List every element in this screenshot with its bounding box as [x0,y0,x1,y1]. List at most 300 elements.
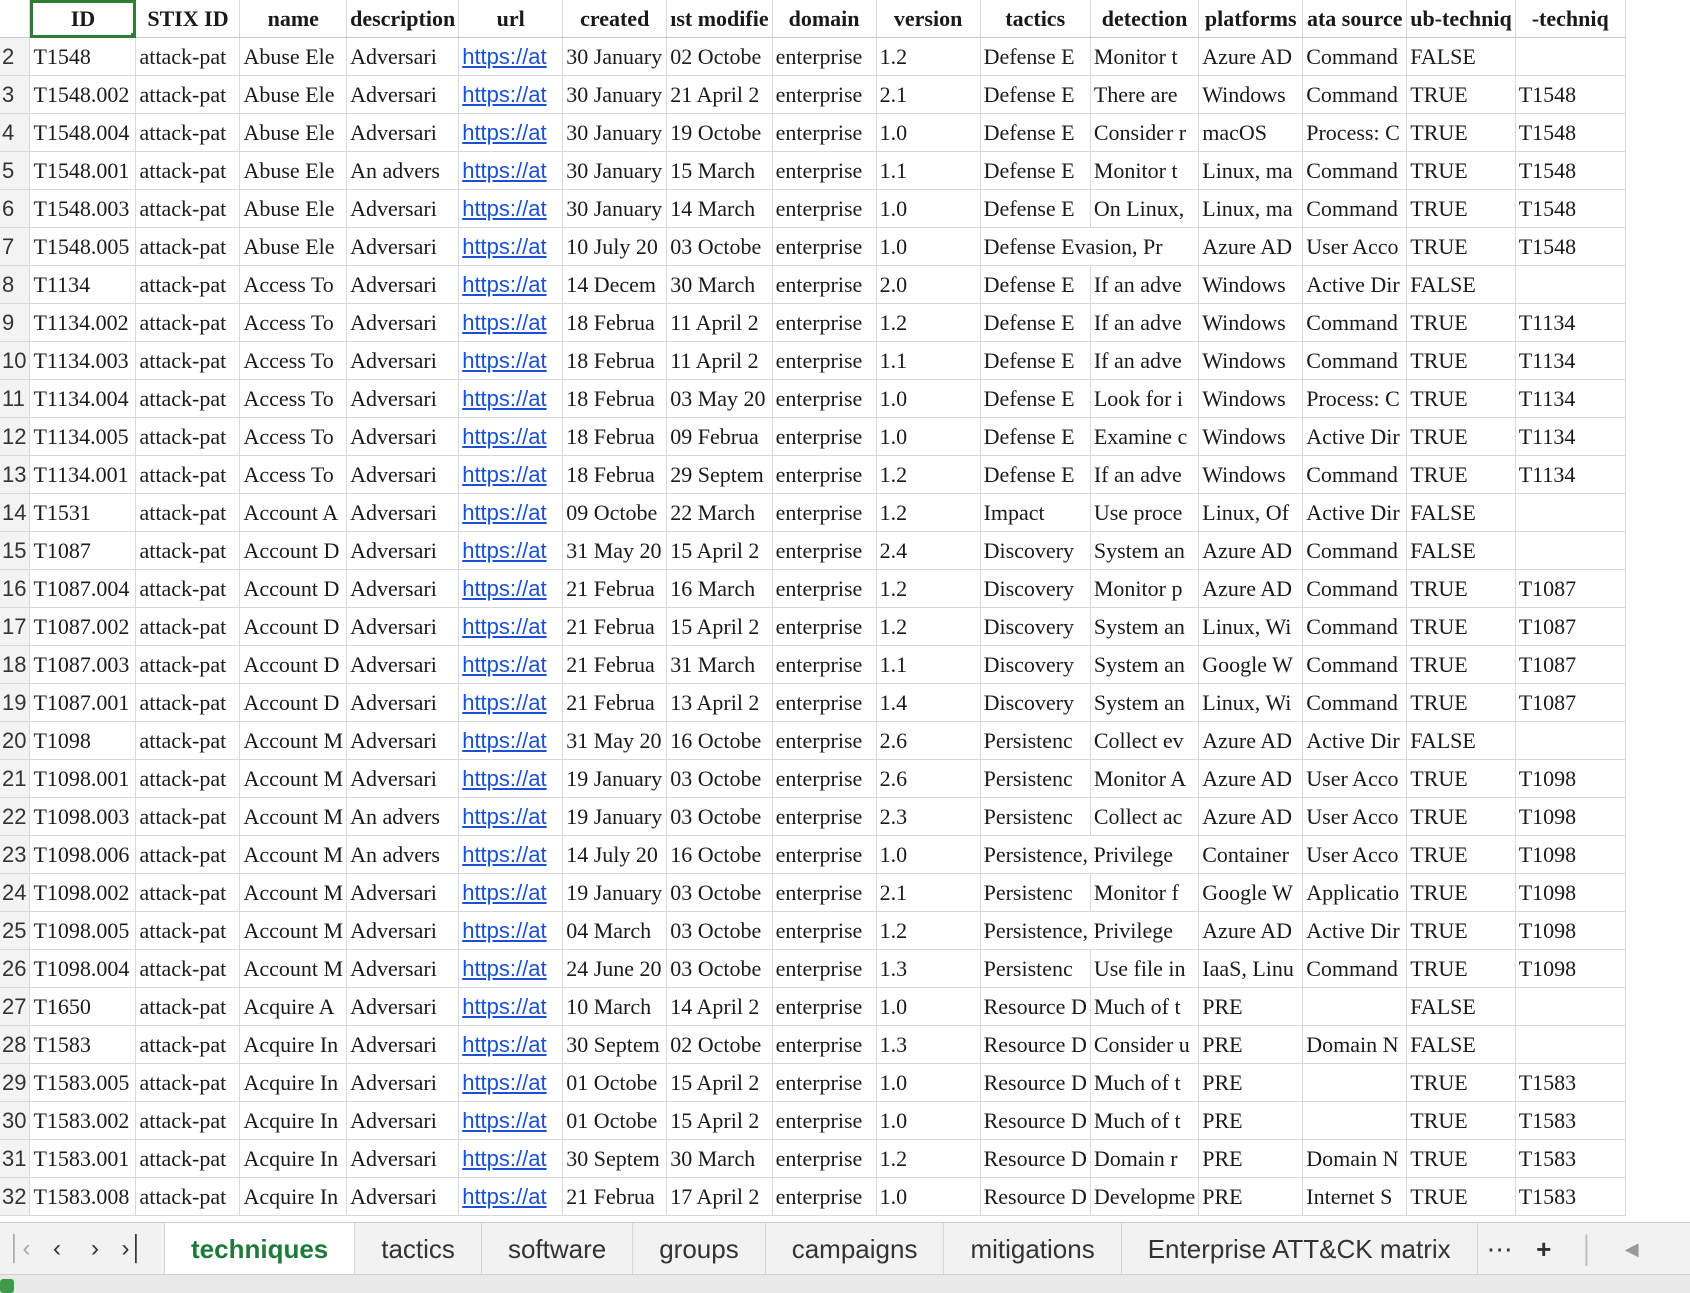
table-cell[interactable]: 1.0 [876,418,980,456]
row-number[interactable]: 31 [0,1140,30,1178]
table-cell[interactable]: T1583.008 [30,1178,136,1216]
table-cell[interactable]: enterprise [772,304,876,342]
table-cell[interactable]: FALSE [1407,266,1515,304]
table-cell[interactable]: 2.1 [876,874,980,912]
table-cell[interactable]: If an adve [1090,304,1198,342]
url-link-cell[interactable]: https://at [459,228,563,266]
table-cell[interactable]: 1.0 [876,1102,980,1140]
table-cell[interactable]: T1098 [1515,760,1625,798]
table-cell[interactable]: TRUE [1407,76,1515,114]
url-link-cell[interactable]: https://at [459,646,563,684]
table-cell[interactable]: TRUE [1407,798,1515,836]
table-cell[interactable]: 19 January [563,798,667,836]
table-cell[interactable]: T1134 [1515,342,1625,380]
table-cell[interactable] [1303,988,1407,1026]
table-cell[interactable]: enterprise [772,912,876,950]
table-cell[interactable]: 30 March [667,1140,772,1178]
table-cell[interactable]: 14 Decem [563,266,667,304]
table-cell[interactable]: T1583 [1515,1140,1625,1178]
table-cell[interactable]: Command [1303,646,1407,684]
table-cell[interactable]: T1548 [1515,152,1625,190]
table-cell[interactable]: Monitor f [1090,874,1198,912]
table-cell[interactable]: 03 Octobe [667,874,772,912]
table-cell[interactable]: enterprise [772,266,876,304]
table-cell[interactable]: 1.0 [876,380,980,418]
table-cell[interactable]: T1098.006 [30,836,136,874]
table-cell[interactable] [1515,266,1625,304]
table-cell[interactable]: attack-pat [136,228,240,266]
table-cell[interactable]: Resource D [980,1178,1090,1216]
table-cell[interactable]: 10 March [563,988,667,1026]
column-header[interactable]: tactics [980,0,1090,38]
table-cell[interactable]: Defense E [980,266,1090,304]
table-cell[interactable]: enterprise [772,988,876,1026]
table-cell[interactable]: 19 January [563,874,667,912]
table-cell[interactable]: 09 Februa [667,418,772,456]
table-cell[interactable]: User Acco [1303,760,1407,798]
table-cell[interactable]: T1583.002 [30,1102,136,1140]
table-cell[interactable]: T1548 [1515,228,1625,266]
column-header[interactable]: created [563,0,667,38]
table-cell[interactable]: T1098.005 [30,912,136,950]
row-number[interactable]: 12 [0,418,30,456]
table-cell[interactable]: 30 Septem [563,1026,667,1064]
table-cell[interactable]: Adversari [347,380,459,418]
table-cell[interactable]: attack-pat [136,570,240,608]
scroll-left-icon[interactable]: ◀ [1624,1238,1639,1259]
table-cell[interactable]: T1098.004 [30,950,136,988]
table-cell[interactable]: Command [1303,342,1407,380]
table-cell[interactable]: attack-pat [136,950,240,988]
url-link-cell[interactable]: https://at [459,342,563,380]
column-header[interactable]: url [459,0,563,38]
table-cell[interactable]: Account D [240,684,347,722]
table-cell[interactable]: T1548.003 [30,190,136,228]
table-cell[interactable]: T1583 [1515,1102,1625,1140]
url-link-cell[interactable]: https://at [459,494,563,532]
table-cell[interactable]: 15 April 2 [667,608,772,646]
table-cell[interactable]: Account M [240,798,347,836]
table-cell[interactable]: Adversari [347,874,459,912]
table-cell[interactable]: 03 Octobe [667,912,772,950]
table-cell[interactable]: Collect ac [1090,798,1198,836]
table-cell[interactable]: T1134.003 [30,342,136,380]
table-cell[interactable]: Active Dir [1303,722,1407,760]
table-cell[interactable]: TRUE [1407,570,1515,608]
table-cell[interactable]: enterprise [772,1064,876,1102]
row-number[interactable]: 24 [0,874,30,912]
row-number[interactable]: 22 [0,798,30,836]
table-cell[interactable]: 2.4 [876,532,980,570]
table-cell[interactable]: Monitor A [1090,760,1198,798]
table-cell[interactable]: TRUE [1407,418,1515,456]
url-link-cell[interactable]: https://at [459,760,563,798]
table-cell[interactable]: 02 Octobe [667,38,772,76]
table-cell[interactable]: Account D [240,532,347,570]
row-number[interactable]: 30 [0,1102,30,1140]
row-number[interactable]: 9 [0,304,30,342]
table-cell[interactable]: enterprise [772,114,876,152]
table-cell[interactable]: T1087.004 [30,570,136,608]
table-cell[interactable]: 1.2 [876,494,980,532]
table-cell[interactable]: On Linux, [1090,190,1198,228]
table-cell[interactable]: enterprise [772,342,876,380]
table-cell[interactable]: Monitor t [1090,38,1198,76]
table-cell[interactable]: 14 March [667,190,772,228]
table-cell[interactable]: T1134.004 [30,380,136,418]
table-cell[interactable]: Discovery [980,570,1090,608]
table-cell[interactable]: Account D [240,608,347,646]
table-cell[interactable]: TRUE [1407,608,1515,646]
table-cell[interactable]: Command [1303,456,1407,494]
table-cell[interactable]: Resource D [980,1064,1090,1102]
table-cell[interactable]: Adversari [347,570,459,608]
table-cell[interactable]: Adversari [347,608,459,646]
url-link-cell[interactable]: https://at [459,1102,563,1140]
table-cell[interactable]: attack-pat [136,836,240,874]
table-cell[interactable]: attack-pat [136,1140,240,1178]
row-number[interactable]: 29 [0,1064,30,1102]
table-cell[interactable]: TRUE [1407,380,1515,418]
table-cell[interactable]: Abuse Ele [240,152,347,190]
table-cell[interactable]: 2.3 [876,798,980,836]
table-cell[interactable]: System an [1090,532,1198,570]
table-cell[interactable]: System an [1090,646,1198,684]
table-cell[interactable]: Windows [1199,266,1303,304]
row-number[interactable]: 15 [0,532,30,570]
table-cell[interactable]: T1098.001 [30,760,136,798]
table-cell[interactable]: Container [1199,836,1303,874]
table-cell[interactable]: 16 Octobe [667,722,772,760]
table-cell[interactable]: 30 March [667,266,772,304]
table-cell[interactable]: An advers [347,798,459,836]
table-cell[interactable]: 2.6 [876,722,980,760]
table-cell[interactable]: Google W [1199,646,1303,684]
table-cell[interactable]: Azure AD [1199,912,1303,950]
table-cell[interactable]: 03 Octobe [667,798,772,836]
table-cell[interactable]: TRUE [1407,456,1515,494]
row-number[interactable]: 4 [0,114,30,152]
table-cell[interactable]: Google W [1199,874,1303,912]
row-number[interactable]: 13 [0,456,30,494]
table-cell[interactable]: Discovery [980,608,1090,646]
table-cell[interactable]: Adversari [347,304,459,342]
table-cell[interactable]: Discovery [980,684,1090,722]
tab-mitigations[interactable]: mitigations [944,1223,1121,1275]
table-cell[interactable]: Azure AD [1199,228,1303,266]
table-cell[interactable]: 15 April 2 [667,1102,772,1140]
table-cell[interactable]: Persistenc [980,722,1090,760]
table-cell[interactable]: Active Dir [1303,912,1407,950]
table-cell[interactable]: Command [1303,532,1407,570]
table-cell[interactable]: attack-pat [136,1026,240,1064]
table-cell[interactable]: enterprise [772,152,876,190]
table-cell[interactable]: Adversari [347,1102,459,1140]
table-cell[interactable]: 03 May 20 [667,380,772,418]
table-cell[interactable]: 22 March [667,494,772,532]
table-cell[interactable]: Account M [240,912,347,950]
table-cell[interactable]: Resource D [980,1026,1090,1064]
column-header[interactable]: platforms [1199,0,1303,38]
row-number[interactable]: 10 [0,342,30,380]
table-cell[interactable]: If an adve [1090,266,1198,304]
table-cell[interactable]: Defense Evasion, Pr [980,228,1199,266]
table-cell[interactable]: Use file in [1090,950,1198,988]
table-cell[interactable]: Acquire In [240,1064,347,1102]
url-link-cell[interactable]: https://at [459,988,563,1026]
table-cell[interactable]: Adversari [347,1026,459,1064]
table-cell[interactable]: 04 March [563,912,667,950]
table-cell[interactable]: Discovery [980,646,1090,684]
table-cell[interactable]: attack-pat [136,1102,240,1140]
url-link-cell[interactable]: https://at [459,570,563,608]
table-cell[interactable]: TRUE [1407,836,1515,874]
table-cell[interactable]: Adversari [347,684,459,722]
table-cell[interactable]: Much of t [1090,1064,1198,1102]
table-cell[interactable]: 2.6 [876,760,980,798]
table-cell[interactable]: Persistence, Privilege [980,836,1199,874]
table-cell[interactable]: attack-pat [136,532,240,570]
row-number[interactable]: 11 [0,380,30,418]
table-cell[interactable]: If an adve [1090,342,1198,380]
row-number[interactable]: 5 [0,152,30,190]
table-cell[interactable]: attack-pat [136,760,240,798]
table-cell[interactable]: FALSE [1407,38,1515,76]
table-cell[interactable]: 2.1 [876,76,980,114]
table-cell[interactable]: Developme [1090,1178,1198,1216]
table-cell[interactable] [1515,1026,1625,1064]
table-cell[interactable]: Adversari [347,114,459,152]
table-cell[interactable]: IaaS, Linu [1199,950,1303,988]
table-cell[interactable]: Abuse Ele [240,228,347,266]
table-cell[interactable]: attack-pat [136,114,240,152]
table-cell[interactable]: TRUE [1407,342,1515,380]
table-cell[interactable]: enterprise [772,418,876,456]
table-cell[interactable]: An advers [347,152,459,190]
table-cell[interactable]: 1.2 [876,570,980,608]
table-cell[interactable]: enterprise [772,190,876,228]
table-cell[interactable]: T1583 [1515,1178,1625,1216]
table-cell[interactable]: 30 January [563,114,667,152]
table-cell[interactable]: enterprise [772,380,876,418]
table-cell[interactable]: Defense E [980,304,1090,342]
table-cell[interactable]: Windows [1199,380,1303,418]
table-cell[interactable]: 02 Octobe [667,1026,772,1064]
table-cell[interactable]: Account M [240,722,347,760]
table-cell[interactable]: FALSE [1407,722,1515,760]
table-cell[interactable]: Adversari [347,1178,459,1216]
table-cell[interactable]: Defense E [980,190,1090,228]
table-cell[interactable]: FALSE [1407,988,1515,1026]
table-cell[interactable]: Access To [240,380,347,418]
row-number[interactable]: 8 [0,266,30,304]
table-cell[interactable]: enterprise [772,1178,876,1216]
table-cell[interactable]: 1.1 [876,646,980,684]
table-cell[interactable]: TRUE [1407,190,1515,228]
table-cell[interactable]: PRE [1199,1064,1303,1102]
table-cell[interactable]: enterprise [772,722,876,760]
table-cell[interactable] [1515,532,1625,570]
table-cell[interactable]: 21 Februa [563,684,667,722]
table-cell[interactable]: T1098 [1515,798,1625,836]
url-link-cell[interactable]: https://at [459,1026,563,1064]
table-cell[interactable]: Windows [1199,342,1303,380]
column-header[interactable]: STIX ID [136,0,240,38]
url-link-cell[interactable]: https://at [459,304,563,342]
table-cell[interactable] [1515,988,1625,1026]
table-cell[interactable]: 11 April 2 [667,304,772,342]
table-cell[interactable]: Impact [980,494,1090,532]
table-cell[interactable]: 1.1 [876,152,980,190]
url-link-cell[interactable]: https://at [459,950,563,988]
column-header[interactable]: detection [1090,0,1198,38]
table-cell[interactable]: T1098 [1515,836,1625,874]
table-cell[interactable]: attack-pat [136,798,240,836]
table-cell[interactable]: Command [1303,304,1407,342]
table-cell[interactable]: 01 Octobe [563,1102,667,1140]
table-cell[interactable]: enterprise [772,608,876,646]
column-header[interactable]: description [347,0,459,38]
table-cell[interactable] [1303,1064,1407,1102]
table-cell[interactable]: TRUE [1407,1140,1515,1178]
url-link-cell[interactable]: https://at [459,608,563,646]
table-cell[interactable]: attack-pat [136,494,240,532]
skip-first-icon[interactable]: │‹ [7,1235,31,1262]
url-link-cell[interactable]: https://at [459,874,563,912]
url-link-cell[interactable]: https://at [459,684,563,722]
table-cell[interactable]: T1548.004 [30,114,136,152]
table-cell[interactable]: Adversari [347,76,459,114]
table-cell[interactable]: TRUE [1407,874,1515,912]
table-cell[interactable]: T1134 [1515,418,1625,456]
table-cell[interactable]: Persistence, Privilege [980,912,1199,950]
table-cell[interactable]: 16 Octobe [667,836,772,874]
table-cell[interactable]: Adversari [347,342,459,380]
chevron-right-icon[interactable]: › [91,1235,99,1262]
table-cell[interactable]: 1.0 [876,190,980,228]
table-cell[interactable]: 31 May 20 [563,722,667,760]
table-cell[interactable]: Acquire In [240,1140,347,1178]
table-cell[interactable]: T1548.002 [30,76,136,114]
table-cell[interactable]: TRUE [1407,1102,1515,1140]
table-cell[interactable] [1515,722,1625,760]
column-header[interactable]: ıst modifie [667,0,772,38]
table-cell[interactable]: Defense E [980,38,1090,76]
table-cell[interactable]: Active Dir [1303,418,1407,456]
table-cell[interactable]: 09 Octobe [563,494,667,532]
table-cell[interactable]: Command [1303,190,1407,228]
table-cell[interactable]: TRUE [1407,912,1515,950]
table-cell[interactable]: 21 Februa [563,1178,667,1216]
table-cell[interactable]: T1548.001 [30,152,136,190]
table-cell[interactable]: PRE [1199,1178,1303,1216]
url-link-cell[interactable]: https://at [459,1140,563,1178]
url-link-cell[interactable]: https://at [459,836,563,874]
table-cell[interactable]: 03 Octobe [667,228,772,266]
table-cell[interactable]: 19 January [563,760,667,798]
table-cell[interactable]: 30 January [563,152,667,190]
table-cell[interactable]: Adversari [347,912,459,950]
table-cell[interactable]: Adversari [347,950,459,988]
table-cell[interactable]: Abuse Ele [240,190,347,228]
table-cell[interactable]: Much of t [1090,1102,1198,1140]
table-cell[interactable]: Resource D [980,1140,1090,1178]
row-number[interactable]: 6 [0,190,30,228]
table-cell[interactable]: T1098.002 [30,874,136,912]
table-cell[interactable]: FALSE [1407,532,1515,570]
table-cell[interactable]: TRUE [1407,114,1515,152]
table-cell[interactable]: Linux, Wi [1199,608,1303,646]
table-cell[interactable]: System an [1090,608,1198,646]
row-number[interactable]: 25 [0,912,30,950]
table-cell[interactable]: 15 March [667,152,772,190]
table-cell[interactable]: 03 Octobe [667,950,772,988]
table-cell[interactable]: 21 Februa [563,570,667,608]
row-number[interactable]: 28 [0,1026,30,1064]
table-cell[interactable]: 18 Februa [563,342,667,380]
table-cell[interactable]: 1.0 [876,228,980,266]
table-cell[interactable]: TRUE [1407,950,1515,988]
table-cell[interactable]: 14 April 2 [667,988,772,1026]
table-cell[interactable]: attack-pat [136,76,240,114]
table-cell[interactable]: T1087.001 [30,684,136,722]
table-cell[interactable]: Applicatio [1303,874,1407,912]
table-cell[interactable]: enterprise [772,684,876,722]
row-number[interactable]: 7 [0,228,30,266]
table-cell[interactable]: Consider r [1090,114,1198,152]
table-cell[interactable]: An advers [347,836,459,874]
table-cell[interactable]: Adversari [347,760,459,798]
table-cell[interactable]: FALSE [1407,1026,1515,1064]
table-cell[interactable]: Persistenc [980,950,1090,988]
table-cell[interactable]: Azure AD [1199,570,1303,608]
tab-campaigns[interactable]: campaigns [766,1223,945,1275]
table-cell[interactable]: attack-pat [136,874,240,912]
row-number[interactable]: 26 [0,950,30,988]
table-cell[interactable]: If an adve [1090,456,1198,494]
table-cell[interactable]: enterprise [772,950,876,988]
table-cell[interactable] [1515,38,1625,76]
table-cell[interactable]: Much of t [1090,988,1198,1026]
url-link-cell[interactable]: https://at [459,38,563,76]
table-cell[interactable]: attack-pat [136,304,240,342]
tab-tactics[interactable]: tactics [355,1223,482,1275]
table-cell[interactable]: Collect ev [1090,722,1198,760]
table-cell[interactable]: attack-pat [136,1064,240,1102]
table-cell[interactable]: TRUE [1407,304,1515,342]
table-cell[interactable]: Access To [240,304,347,342]
table-cell[interactable]: Account D [240,646,347,684]
table-cell[interactable]: T1087 [1515,646,1625,684]
table-cell[interactable]: Domain r [1090,1140,1198,1178]
url-link-cell[interactable]: https://at [459,380,563,418]
table-cell[interactable]: Adversari [347,418,459,456]
table-cell[interactable]: 1.2 [876,456,980,494]
table-cell[interactable]: T1098.003 [30,798,136,836]
table-cell[interactable]: Defense E [980,114,1090,152]
table-cell[interactable]: TRUE [1407,228,1515,266]
table-cell[interactable]: 1.2 [876,304,980,342]
table-cell[interactable]: 1.2 [876,1140,980,1178]
table-cell[interactable]: User Acco [1303,228,1407,266]
url-link-cell[interactable]: https://at [459,532,563,570]
table-cell[interactable]: 1.1 [876,342,980,380]
table-cell[interactable]: 01 Octobe [563,1064,667,1102]
row-number[interactable]: 19 [0,684,30,722]
table-cell[interactable]: T1098 [1515,912,1625,950]
url-link-cell[interactable]: https://at [459,912,563,950]
table-cell[interactable]: attack-pat [136,988,240,1026]
